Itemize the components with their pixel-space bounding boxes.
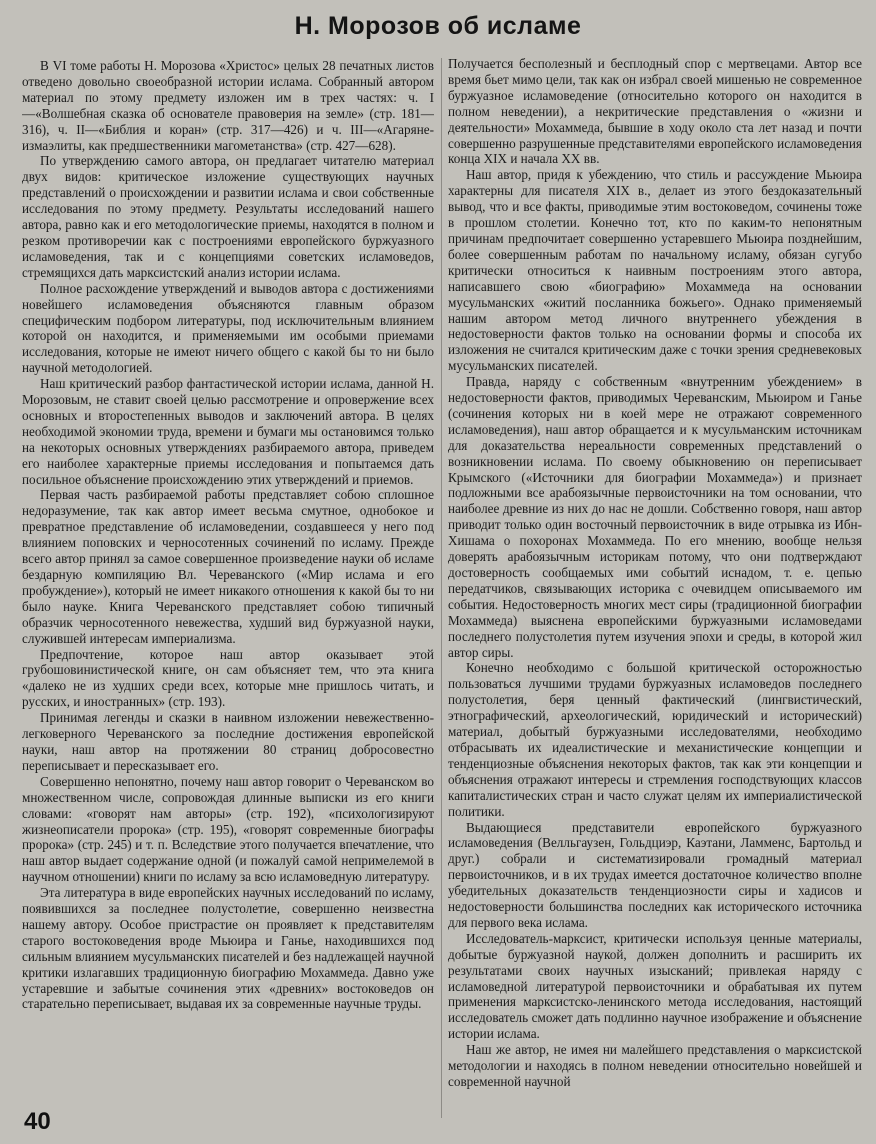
paragraph: Принимая легенды и сказки в наивном изложении невежественно-легковерного Череванского за последние достижения европейской науки, наш автор на протяжении 80 страниц добросовестно переписывает и пересказывает его. xyxy=(22,710,434,773)
paragraph: Правда, наряду с собственным «внутренним убеждением» в недостоверности фактов, приводимых Череванским, Мьюиром и Ганье (сочинения которых ни в коей мере не отражают современного исламоведения), наш автор обращается и к мусульманским источникам для доказательства нереальности современных представлений о возникновении ислама. По своему обыкновению он переписывает Крымского («Источники для биографии Мохаммеда») и признает подложными все арабоязычные первоисточники на том основании, что наиболее древние из них до нас не дошли. Собственно говоря, наш автор приводит только один восточный первоисточник в виде отрывка из Ибн-Хишама о похоронах Мохаммеда. По его мнению, вообще нельзя доверять арабоязычным историкам потому, что они подтверждают достоверность сообщаемых ими событий иснадом, т. е. цепью передатчиков, связывающих историка с очевидцем описываемого им события. Недостоверность многих мест сиры (традиционной биографии Мохаммеда) выяснена европейскими буржуазными исламоведами последнего полустолетия путем изучения эпохи и среды, в которой жил автор сиры. xyxy=(448,374,862,660)
article-title: Н. Морозов об исламе xyxy=(294,12,582,40)
paragraph: Наш критический разбор фантастической истории ислама, данной Н. Морозовым, не ставит своей целью рассмотрение и опровержение всех основных и второстепенных выводов и заключений автора. В целях необходимой экономии труда, времени и бумаги мы остановимся только на некоторых основных утверждениях разбираемого автора, приведем его наиболее характерные приемы исследования и попытаемся дать посильное объяснение происхождению этих утверждений и приемов. xyxy=(22,376,434,487)
paragraph: Наш автор, придя к убеждению, что стиль и рассуждение Мьюира характерны для писателя XIX в., делает из этого бездоказательный вывод, что и все факты, приводимые этим востоковедом, сочинены тоже в прошлом столетии. Конечно тот, кто по каким-то непонятным причинам предпочитает совершенно устаревшего Мьюира позднейшим, более совершенным работам по начальному исламу, обязан сугубо критически относиться к наивным построениям этого автора, написавшего свою «биографию» Мохаммеда на основании мусульманских «житий посланника божьего». Однако применяемый нашим автором метод личного внутреннего убеждения в недостоверности фактов только на основании формы и способа их изложения не считался критическим даже с точки зрения средневековых мусульманских писателей. xyxy=(448,167,862,374)
paragraph: Первая часть разбираемой работы представляет собою сплошное недоразумение, так как автор имеет весьма смутное, однобокое и превратное представление об исламоведении, создавшееся у него под влиянием поповских и черносотенных сочинений по исламу. Прежде всего автор принял за самое совершенное произведение науки об исламе бездарную компиляцию Вл. Череванского («Мир ислама и его пробуждение»), который не имеет никакого отношения к какой бы то ни было науке. Книга Череванского представляет собою типичный образчик черносотенного невежества, худший вид буржуазной науки, служившей интересам империализма. xyxy=(22,487,434,646)
left-column xyxy=(22,58,434,1120)
page-number: 40 xyxy=(24,1108,51,1135)
paragraph: Эта литература в виде европейских научных исследований по исламу, появившихся за последнее полустолетие, совершенно неизвестна нашему автору. Особое пристрастие он проявляет к представителям старого востоковедения вроде Мьюира и Ганье, находившихся под сильным влиянием мусульманских писателей и без надлежащей научной критики излагавших традиционную биографию Мохаммеда. Давно уже устаревшие и забытые сочинения этих «древних» востоковедов он старательно переписывает, выдавая их за современные научные труды. xyxy=(22,885,434,1012)
paragraph: Исследователь-марксист, критически используя ценные материалы, добытые буржуазной наукой, должен дополнить и расширить их результатами своих научных изысканий; привлекая наряду с исламоведной литературой первоисточники и обрабатывая их путем применения марксистско-ленинского метода исследования, настоящий исследователь сможет дать подлинно научное изображение и объяснение истории ислама. xyxy=(448,930,862,1042)
right-column xyxy=(448,56,862,1118)
paragraph: Конечно необходимо с большой критической осторожностью пользоваться лучшими трудами буржуазных исламоведов последнего полустолетия, беря ценный фактический (лингвистический, этнографический, археологический, юридический и исторический) материал, добытый буржуазными исследователями, необходимо отбрасывать их идеалистические и механистические концепции и тенденциозные объяснения некоторых фактов, так как эти концепции и объяснения отражают интересы и стремления господствующих классов капиталистических стран и часто служат целям их империалистической политики. xyxy=(448,660,862,819)
paragraph: Выдающиеся представители европейского буржуазного исламоведения (Велльгаузен, Гольдциэр, Каэтани, Ламменс, Бартольд и друг.) собрали и систематизировали громадный материал первоисточников, и в их трудах имеется достаточное количество вполне убедительных доказательств тенденциозности сиры и хадисов и недостоверности большинства последних как исторического источника для первого века ислама. xyxy=(448,819,862,930)
paragraph: Наш же автор, не имея ни малейшего представления о марксистской методологии и находясь в полном неведении относительно новейшей и современной научной xyxy=(448,1042,862,1089)
paragraph: Полное расхождение утверждений и выводов автора с достижениями новейшего исламоведения объясняются главным образом специфическим подбором литературы, под исключительным влиянием которой он находится, и применяемыми им особыми приемами исследования, которые не имеют ничего общего с какой бы то ни было научной методологией. xyxy=(22,280,434,376)
paragraph-continued: Получается бесполезный и бесплодный спор с мертвецами. Автор все время бьет мимо цели, так как он избрал своей мишенью не современное буржуазное исламоведение (относительно которого он находится в полном неведении), а некритические представления о «жизни и деятельности» Мохаммеда, бывшие в ходу около ста лет назад и почти совершенно разрушенные представителями европейского исламоведения конца XIX и начала XX вв. xyxy=(448,56,862,167)
paragraph: Совершенно непонятно, почему наш автор говорит о Череванском во множественном числе, сопровождая длинные выписки из его книги словами: «говорят нам авторы» (стр. 192), «психологизируют жизнеописатели пророка» (стр. 195), «говорят современные биографы пророка» (стр. 245) и т. п. Вследствие этого получается впечатление, что наш автор выдает содержание одной (и пожалуй самой непримелемой в научном отношении) книги по исламу за всю исламоведную литературу. xyxy=(22,773,434,885)
paragraph: В VI томе работы Н. Морозова «Христос» целых 28 печатных листов отведено довольно своеобразной истории ислама. Собранный автором материал по этому предмету изложен им в трех частях: ч. I—«Волшебная сказка об основателе правоверия на земле» (стр. 181—316), ч. II—«Библия и коран» (стр. 317—426) и ч. III—«Агаряне-измаэлиты, как предшественники магометанства» (стр. 427—628). xyxy=(22,58,434,153)
paragraph: По утверждению самого автора, он предлагает читателю материал двух видов: критическое изложение существующих научных представлений о происхождении и развитии ислама и свои собственные исследования по этому предмету. Результаты исследований нашего автора, равно как и его методологические приемы, находятся в полном и резком противоречии как с построениями европейского буржуазного исламоведения, так и с концепциями советских исламоведов, стремящихся дать марксистский анализ истории ислама. xyxy=(22,153,434,280)
paragraph: Предпочтение, которое наш автор оказывает этой грубошовинистической книге, он сам объясняет тем, что эта книга «далеко не из худших среди всех, которые мне пришлось читать, и русских, и иностранных» (стр. 193). xyxy=(22,646,434,710)
column-divider xyxy=(441,58,442,1118)
